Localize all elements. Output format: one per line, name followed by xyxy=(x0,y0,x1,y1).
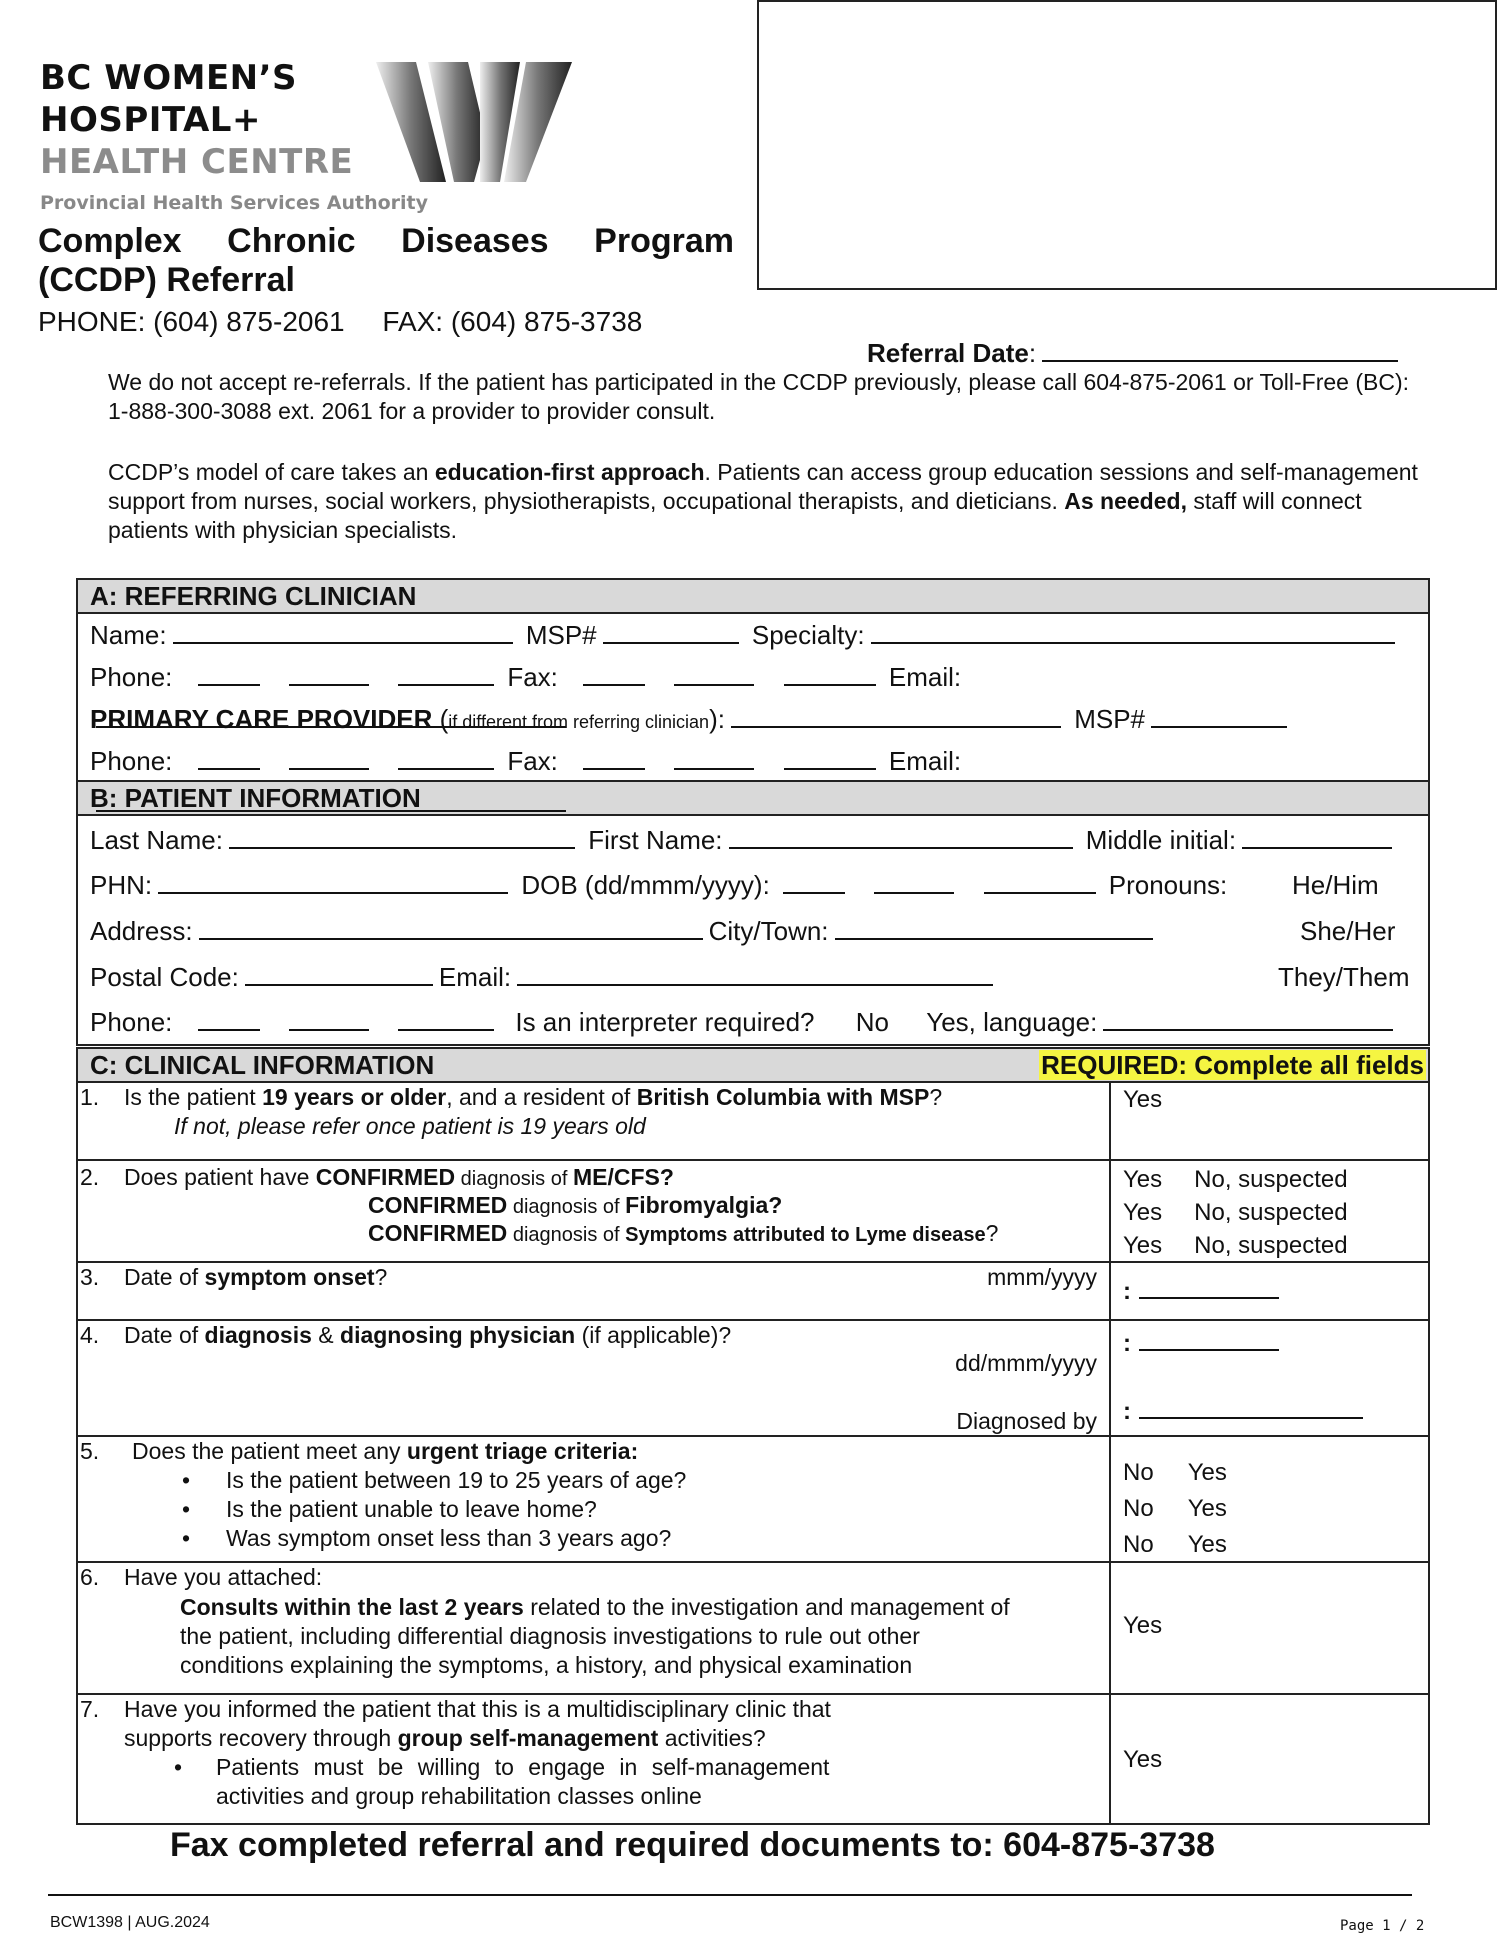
email-label: Email: xyxy=(888,746,962,776)
fax-input[interactable] xyxy=(784,660,876,686)
first-name-label: First Name: xyxy=(588,825,723,855)
q-bold: CONFIRMED xyxy=(315,1164,456,1190)
intro-bold: As needed, xyxy=(1064,488,1187,514)
msp-label: MSP# xyxy=(525,620,597,650)
interpreter-no[interactable]: No xyxy=(855,1007,889,1037)
question-6 xyxy=(78,1563,1428,1695)
footer-divider xyxy=(48,1894,1412,1896)
pcp-label: PRIMARY CARE PROVIDER xyxy=(90,704,433,734)
sections-a-b xyxy=(76,578,1430,1046)
intro-text: . Patients can access group education sessions and self-management support from nurses, social workers, physiotherapists, occupational therapists, and dieticians. xyxy=(108,459,1418,514)
question-number: 5. xyxy=(80,1438,100,1464)
q-text: Date of xyxy=(124,1264,205,1290)
section-c-header xyxy=(78,1049,1428,1083)
pcp-msp-label: MSP# xyxy=(1074,704,1145,734)
phone-label: Phone: xyxy=(90,746,173,776)
q-bold: diagnosing physician xyxy=(340,1322,576,1348)
referral-date-label: Referral Date xyxy=(867,338,1029,368)
q-bold: diagnosis xyxy=(204,1322,312,1348)
fax-instructions: Fax completed referral and required documents to: 604-875-3738 xyxy=(170,1826,1215,1864)
patient-phone-input[interactable] xyxy=(398,1005,494,1031)
phone-number: PHONE: (604) 875-2061 xyxy=(38,306,345,337)
page-number: Page 1 / 2 xyxy=(1340,1918,1425,1934)
intro-paragraph-2 xyxy=(108,458,1418,545)
dob-day-input[interactable] xyxy=(783,868,845,894)
postal-row xyxy=(78,954,1428,1000)
bullet-item: Is the patient unable to leave home? xyxy=(226,1496,597,1522)
question-text: Have you attached: xyxy=(124,1564,323,1590)
q-text: ? xyxy=(985,1220,999,1246)
answer-line xyxy=(1123,1455,1428,1491)
clinician-row-1 xyxy=(78,614,1428,656)
question-7: 7. Have you informed the patient that this is a multidisciplinary clinic that supports recovery through group self-management activities? • Patients must be willing to engage in self-management activities and group rehabilitation classes online Yes xyxy=(78,1695,1428,1823)
answer-no-suspected[interactable]: No, suspected xyxy=(1194,1166,1348,1193)
question-text: Have you informed the patient that this is a multidisciplinary clinic that xyxy=(124,1696,831,1722)
fax-label: Fax: xyxy=(507,746,558,776)
fax-label: Fax: xyxy=(507,662,558,692)
answer-line xyxy=(1123,1229,1428,1262)
question-1 xyxy=(78,1083,1428,1161)
contact-info xyxy=(38,306,672,338)
pcp-msp-input[interactable] xyxy=(1151,702,1287,728)
intro-text: staff will connect patients with physician specialists. xyxy=(108,488,1362,543)
q-text: related to the investigation and management of xyxy=(523,1594,1010,1620)
answer-yes[interactable]: Yes xyxy=(1187,1495,1227,1522)
middle-initial-input[interactable] xyxy=(1242,823,1392,849)
phone-input[interactable] xyxy=(289,744,369,770)
address-label: Address: xyxy=(90,916,193,946)
phone-input[interactable] xyxy=(198,744,260,770)
form-title xyxy=(38,222,738,300)
referral-date-field[interactable]: Referral Date: xyxy=(867,336,1404,369)
question-text xyxy=(368,1219,998,1250)
answer-line xyxy=(1123,1196,1428,1229)
q-text: diagnosis of xyxy=(455,1168,573,1190)
question-note: If not, please refer once patient is 19 years old xyxy=(174,1113,646,1139)
intro-bold: education-first approach xyxy=(434,459,705,485)
email-input[interactable] xyxy=(96,786,566,812)
q-bold: Symptoms attributed to Lyme disease xyxy=(625,1224,986,1246)
patient-label-box[interactable] xyxy=(757,0,1497,290)
question-3: 3. Date of symptom onset? mmm/yyyy : xyxy=(78,1263,1428,1321)
question-number: 6. xyxy=(80,1564,100,1590)
q-bold: Fibromyalgia? xyxy=(625,1192,783,1218)
onset-date-input[interactable] xyxy=(1139,1273,1279,1299)
question-text xyxy=(124,1083,942,1112)
q-text: ? xyxy=(374,1264,388,1290)
pcp-row: PRIMARY CARE PROVIDER (if different from referring clinician): MSP# xyxy=(78,698,1428,740)
q-text: (if applicable)? xyxy=(575,1322,732,1348)
specialty-input[interactable] xyxy=(871,618,1395,644)
bullet-item: Patients must be willing to engage in self-management xyxy=(216,1754,830,1780)
question-text xyxy=(368,1191,782,1222)
logo-subtitle: Provincial Health Services Authority xyxy=(40,192,428,214)
question-text xyxy=(124,1321,731,1350)
question-number: 2. xyxy=(80,1164,100,1190)
q-text: Does patient have xyxy=(124,1164,316,1190)
form-id: BCW1398 | AUG.2024 xyxy=(50,1914,210,1931)
date-format-hint: dd/mmm/yyyy xyxy=(955,1350,1097,1376)
dob-month-input[interactable] xyxy=(874,868,954,894)
question-number: 1. xyxy=(80,1084,100,1110)
question-2 xyxy=(78,1161,1428,1263)
pcp-contact-row xyxy=(78,740,1428,780)
w-logo-icon xyxy=(376,58,576,186)
q-text: supports recovery through xyxy=(124,1725,398,1751)
title-word: Diseases xyxy=(401,222,549,260)
answer-yes[interactable]: Yes xyxy=(1187,1459,1227,1486)
first-name-input[interactable] xyxy=(729,823,1073,849)
question-number: 7. xyxy=(80,1696,100,1722)
interpreter-label: Is an interpreter required? xyxy=(515,1007,815,1037)
q-bold: CONFIRMED xyxy=(368,1220,508,1246)
q-text: diagnosis of xyxy=(507,1224,626,1246)
interpreter-yes-language[interactable]: Yes, language: xyxy=(926,1007,1098,1037)
pronoun-they-them[interactable]: They/Them xyxy=(1278,962,1410,992)
title-word: Chronic xyxy=(227,222,356,260)
clinician-row-2 xyxy=(78,656,1428,698)
answer-line xyxy=(1123,1163,1428,1196)
question-4: 4. Date of diagnosis & diagnosing physician (if applicable)? dd/mmm/yyyy Diagnosed by : : xyxy=(78,1321,1428,1437)
patient-phone-input[interactable] xyxy=(289,1005,369,1031)
question-number: 3. xyxy=(80,1264,100,1290)
language-input[interactable] xyxy=(1103,1005,1393,1031)
section-a-header: A: REFERRING CLINICIAN xyxy=(78,580,1428,614)
phone-label: Phone: xyxy=(90,662,173,692)
q-text: Is the patient xyxy=(124,1084,263,1110)
answer-yes[interactable]: Yes xyxy=(1123,1166,1163,1193)
answer-no-suspected[interactable]: No, suspected xyxy=(1194,1199,1348,1226)
logo-line-1: BC WOMEN’S xyxy=(40,58,298,98)
dob-label: DOB (dd/mmm/yyyy): xyxy=(521,870,770,900)
title-line-2: (CCDP) Referral xyxy=(38,261,295,299)
question-text xyxy=(124,1263,387,1292)
fax-input[interactable] xyxy=(583,660,645,686)
q-text: diagnosis of xyxy=(507,1196,626,1218)
fax-number: FAX: (604) 875-3738 xyxy=(382,306,643,337)
q-text: activities? xyxy=(658,1725,766,1751)
city-label: City/Town: xyxy=(708,916,829,946)
pronoun-he-him[interactable]: He/Him xyxy=(1292,870,1379,900)
phone-input[interactable] xyxy=(289,660,369,686)
answer-line xyxy=(1123,1527,1428,1563)
answer-no[interactable]: No xyxy=(1123,1459,1154,1486)
msp-input[interactable] xyxy=(603,618,739,644)
postal-label: Postal Code: xyxy=(90,962,239,992)
fax-input[interactable] xyxy=(583,744,645,770)
answer-yes[interactable]: Yes xyxy=(1123,1232,1163,1259)
phn-input[interactable] xyxy=(158,868,508,894)
phone-input[interactable] xyxy=(398,744,494,770)
bullet-item: Is the patient between 19 to 25 years of age? xyxy=(226,1467,687,1493)
fax-input[interactable] xyxy=(674,744,754,770)
question-text: conditions explaining the symptoms, a history, and physical examination xyxy=(180,1652,913,1678)
answer-no[interactable]: No xyxy=(1123,1531,1154,1558)
pcp-note: if different from referring clinician xyxy=(448,712,710,732)
logo-line-2: HOSPITAL+ xyxy=(40,100,261,140)
q-bold: symptom onset xyxy=(204,1264,375,1290)
question-number: 4. xyxy=(80,1322,100,1348)
section-c-table xyxy=(76,1047,1430,1825)
q-bold: ME/CFS? xyxy=(572,1164,674,1190)
question-5: 5. Does the patient meet any urgent triage criteria: • Is the patient between 19 to 25 years of age? • Is the patient unable to leave home? • Was symptom onset less than 3 years ago? No Yes No Yes No Yes xyxy=(78,1437,1428,1563)
pronouns-label: Pronouns: xyxy=(1108,870,1228,900)
section-c-title: C: CLINICAL INFORMATION xyxy=(90,1050,435,1080)
question-text xyxy=(180,1593,1010,1622)
postal-input[interactable] xyxy=(245,960,433,986)
diagnosed-by-label: Diagnosed by xyxy=(956,1408,1097,1434)
question-text: the patient, including differential diagnosis investigations to rule out other xyxy=(180,1623,920,1649)
address-input[interactable] xyxy=(199,914,703,940)
last-name-input[interactable] xyxy=(229,823,575,849)
email-label: Email: xyxy=(888,662,962,692)
phn-row xyxy=(78,862,1428,908)
question-text xyxy=(124,1163,674,1194)
specialty-label: Specialty: xyxy=(751,620,865,650)
q-text: Does the patient meet any xyxy=(132,1438,407,1464)
address-row xyxy=(78,908,1428,954)
answer-yes[interactable]: Yes xyxy=(1123,1199,1163,1226)
bullet-item: activities and group rehabilitation classes online xyxy=(216,1783,702,1809)
intro-text: CCDP’s model of care takes an xyxy=(108,459,435,485)
patient-name-row xyxy=(78,816,1428,862)
patient-phone-row xyxy=(78,1000,1428,1044)
diagnosing-physician-input[interactable] xyxy=(1139,1393,1363,1419)
phn-label: PHN: xyxy=(90,870,153,900)
q-bold: Consults within the last 2 years xyxy=(180,1594,524,1620)
patient-email-input[interactable] xyxy=(517,960,993,986)
fax-input[interactable] xyxy=(784,744,876,770)
pronoun-she-her[interactable]: She/Her xyxy=(1300,916,1396,946)
last-name-label: Last Name: xyxy=(90,825,223,855)
logo-line-3: HEALTH CENTRE xyxy=(40,142,354,182)
q-text: , and a resident of xyxy=(446,1084,637,1110)
patient-email-label: Email: xyxy=(438,962,512,992)
answer-no-suspected[interactable]: No, suspected xyxy=(1194,1232,1348,1259)
answer-yes[interactable]: Yes xyxy=(1123,1086,1163,1113)
question-text xyxy=(132,1437,638,1466)
answer-yes[interactable]: Yes xyxy=(1187,1531,1227,1558)
q-text: ? xyxy=(929,1084,943,1110)
q-bold: CONFIRMED xyxy=(368,1192,508,1218)
title-word: Program xyxy=(594,222,734,260)
q-text: Date of xyxy=(124,1322,205,1348)
diagnosis-date-input[interactable] xyxy=(1139,1325,1279,1351)
q-bold: group self-management xyxy=(397,1725,659,1751)
dob-year-input[interactable] xyxy=(984,868,1096,894)
phone-input[interactable] xyxy=(198,660,260,686)
phone-input[interactable] xyxy=(398,660,494,686)
name-label: Name: xyxy=(90,620,167,650)
q-bold: urgent triage criteria: xyxy=(406,1438,639,1464)
q-bold: British Columbia with MSP xyxy=(636,1084,930,1110)
q-text: & xyxy=(311,1322,341,1348)
name-input[interactable] xyxy=(173,618,513,644)
bullet-item: Was symptom onset less than 3 years ago? xyxy=(226,1525,672,1551)
answer-yes[interactable]: Yes xyxy=(1123,1612,1163,1639)
fax-input[interactable] xyxy=(674,660,754,686)
patient-phone-input[interactable] xyxy=(198,1005,260,1031)
q-bold: 19 years or older xyxy=(262,1084,447,1110)
city-input[interactable] xyxy=(835,914,1153,940)
answer-yes[interactable]: Yes xyxy=(1123,1746,1163,1773)
patient-phone-label: Phone: xyxy=(90,1007,173,1037)
answer-line xyxy=(1123,1491,1428,1527)
question-text xyxy=(124,1724,766,1753)
intro-paragraph-1: We do not accept re-referrals. If the patient has participated in the CCDP previously, please call 604-875-2061 or Toll-Free (BC): 1-888-300-3088 ext. 2061 for a provider to provider consult. xyxy=(108,369,1410,424)
required-notice: REQUIRED: Complete all fields xyxy=(1041,1050,1424,1080)
pcp-input[interactable] xyxy=(731,702,1061,728)
title-word: Complex xyxy=(38,222,182,260)
date-format-hint: mmm/yyyy xyxy=(987,1264,1097,1290)
section-b-header: B: PATIENT INFORMATION xyxy=(78,780,1428,816)
middle-initial-label: Middle initial: xyxy=(1085,825,1237,855)
answer-no[interactable]: No xyxy=(1123,1495,1154,1522)
